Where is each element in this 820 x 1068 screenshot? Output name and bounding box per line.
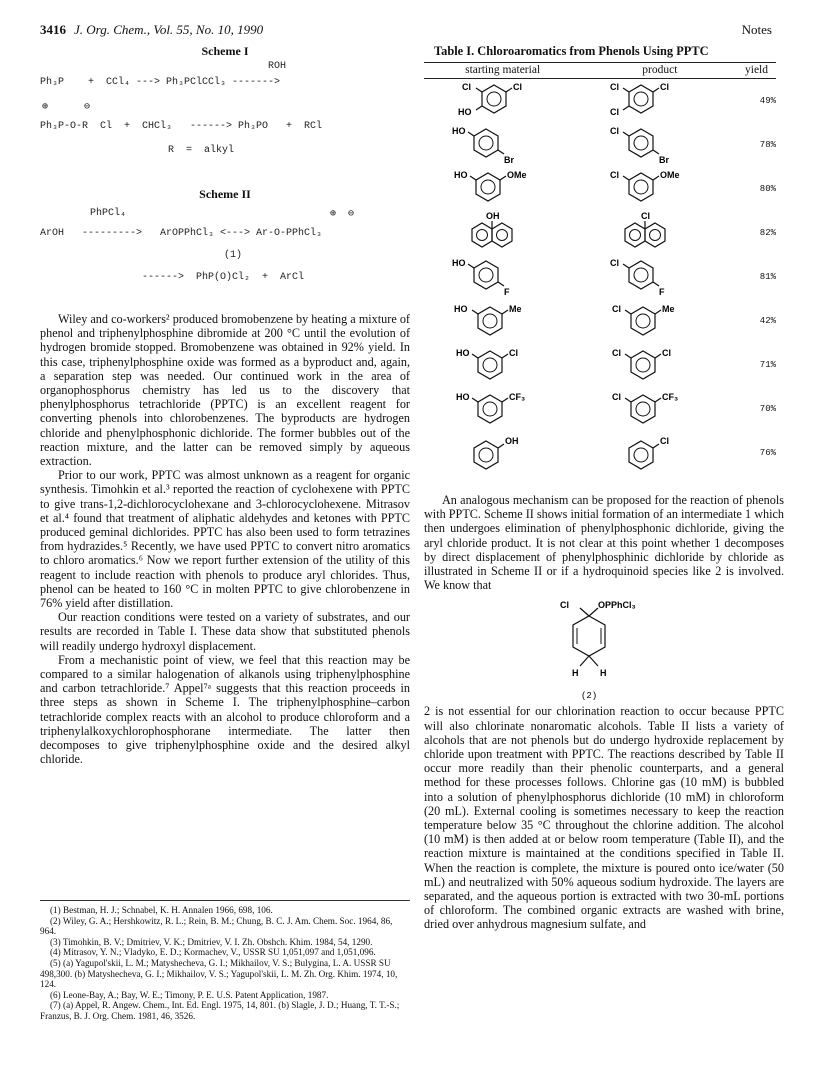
substituent-label: Cl [612, 304, 622, 314]
table-1-title: Table I. Chloroaromatics from Phenols Using PPTC [434, 44, 709, 58]
table-row [424, 123, 776, 167]
substituent-label: HO [456, 348, 470, 358]
yield-value: 82% [759, 228, 776, 238]
substituent-label: OMe [660, 170, 680, 180]
structure-2-group: OPPhCl₃ [598, 600, 636, 611]
footnotes [40, 900, 410, 1022]
molecule-drawing [581, 299, 711, 343]
section-label: Notes [741, 22, 772, 37]
substituent-label: Cl [509, 348, 518, 358]
substituent-label: Cl [610, 107, 620, 117]
molecule-drawing [581, 343, 711, 387]
table-row [424, 79, 776, 124]
substituent-label: Cl [610, 170, 620, 180]
substituent-label: Cl [610, 126, 620, 136]
molecule-drawing [424, 79, 554, 123]
molecule-drawing [424, 387, 554, 431]
reference-3: (3) Timohkin, B. V.; Dmitriev, V. K.; Dmitriev, V. I. Zh. Obshch. Khim. 1984, 54, 1290. [50, 936, 373, 947]
running-header [40, 22, 263, 38]
table-row [424, 167, 776, 211]
substituent-label: Cl [612, 392, 622, 402]
structure-product [581, 167, 738, 211]
molecule-drawing [581, 167, 711, 211]
molecule-drawing [424, 123, 554, 167]
scheme-1-r-definition: R = alkyl [168, 145, 235, 156]
paragraph-procedure: 2 is not essential for our chlorination reaction to occur because PPTC will also chlorinate nonaromatic alcohols. Table II lists a variety of alcohols that are not phenols but do undergo hydroxide replacement by chloride upon treatment with PPTC. The reactions described by Table II occur more readily than their phenolic counterparts, and a general method for these processes follows. Chlorine gas (10 mM) is bubbled into a solution of phenylphosphorus dichloride (10 mM) in chloroform (20 mL). External cooling is sometimes necessary to keep the reaction temperature below 35 °C throughout the chlorine addition. The alcohol (10 mM) is then added at or below room temperature (Table II), and the reaction mixture is maintained at the conditions specified in Table II. When the reaction is complete, the mixture is poured onto ice/water (50 mL) and neutralized with 50% aqueous sodium hydroxide. The layers are separated, and the aqueous portion is extracted with two 30-mL portions of chloroform. The combined organic extracts are washed with brine, dried over anhydrous magnesium sulfate, and [424, 704, 784, 932]
structure-product [581, 431, 738, 475]
scheme-2-step-1: ArOH ---------> ArOPPhCl₃ <---> Ar-O-PPhCl₃ [40, 228, 323, 239]
table-row [424, 431, 776, 475]
paragraph-1: Wiley and co-workers² produced bromobenzene by heating a mixture of phenol and triphenylphosphine dibromide at 200 °C until the evolution of hydrogen bromide stopped. Bromobenzene was obtained in 92% yield. In this case, triphenylphosphine oxide was formed as a byproduct and, again, a separation step was needed. Our continued work in the area of organophosphorus chemistry has led us to the discovery that phenylphosphorus tetrachloride (PPTC) is an excellent reagent for converting phenols into chlorobenzenes. The byproducts are hydrogen chloride and phenylphosphonic dichloride. The former bubbles out of the reaction mixture, and the latter can be removed simply by aqueous extraction. [40, 312, 410, 469]
structure-start [424, 123, 581, 167]
table-row [424, 387, 776, 431]
bond [580, 608, 589, 616]
substituent-label: HO [452, 126, 466, 136]
substituent-label: Cl [662, 348, 672, 358]
left-column [40, 44, 410, 1021]
cyclohexadiene-ring [573, 616, 605, 656]
structure-product [581, 211, 738, 255]
structure-2-label: (2) [581, 691, 598, 702]
table-header-product: product [581, 63, 738, 79]
yield-value: 42% [759, 316, 776, 326]
bond [589, 656, 598, 666]
substituent-label: HO [454, 304, 468, 314]
structure-start [424, 255, 581, 299]
structure-start [424, 167, 581, 211]
reference-7: (7) (a) Appel, R. Angew. Chem., Int. Ed. Engl. 1975, 14, 801. (b) Slagle, J. D.; Huang, T. T.-S.; Franzus, B. J. Org. Chem. 1981, 46, 3526. [40, 1000, 400, 1021]
scheme-1 [40, 59, 410, 187]
structure-product [581, 123, 738, 167]
paragraph-mechanism: An analogous mechanism can be proposed for the reaction of phenols with PPTC. Scheme II shows initial formation of an intermediate 1 which then undergoes elimination of phenylphosphonic dichloride, giving the aryl chloride product. It is not clear at this point whether 1 decomposes by direct displacement of phenylphosphinic dichloride by chloride as illustrated in Scheme II or if a hydroquinoid species like 2 is involved. We know that [424, 493, 784, 593]
structure-product [581, 79, 738, 124]
substituent-label: CF₃ [509, 392, 526, 402]
scheme-1-step-1: Ph₃P + CCl₄ ---> Ph₃PClCCl₃ -------> [40, 77, 281, 88]
substituent-label: Me [509, 304, 522, 314]
molecule-drawing [424, 167, 554, 211]
structure-product [581, 343, 738, 387]
table-row [424, 343, 776, 387]
substituent-label: F [504, 287, 510, 297]
structure-start [424, 211, 581, 255]
substituent-label: Cl [660, 436, 670, 446]
scheme-2-intermediate-label: (1) [224, 250, 243, 261]
right-column [424, 44, 784, 932]
substituent-label: Cl [641, 211, 651, 221]
substituent-label: CF₃ [662, 392, 679, 402]
yield-value: 70% [759, 404, 776, 414]
structure-start [424, 431, 581, 475]
scheme-2-step-2: ------> PhP(O)Cl₂ + ArCl [142, 272, 305, 283]
molecule-drawing [581, 255, 711, 299]
scheme-2-title: Scheme II [199, 187, 251, 201]
structure-2-figure [424, 594, 784, 704]
bond [580, 656, 589, 666]
substituent-label: Me [662, 304, 675, 314]
yield-value: 80% [759, 184, 776, 194]
substituent-label: HO [456, 392, 470, 402]
reference-2: (2) Wiley, G. A.; Hershkowitz, R. L.; Rein, B. M.; Chung, B. C. J. Am. Chem. Soc. 1964, 86, 964. [40, 915, 393, 937]
yield-value: 76% [759, 448, 776, 458]
table-row [424, 255, 776, 299]
molecule-drawing [581, 123, 711, 167]
substituent-label: Cl [513, 82, 522, 92]
substituent-label: OH [505, 436, 519, 446]
structure-2-cl: Cl [560, 600, 569, 611]
structure-2-h-left: H [572, 668, 579, 679]
scheme-2-charges: ⊕ ⊖ [330, 209, 355, 220]
yield-value: 81% [759, 272, 776, 282]
substituent-label: HO [458, 107, 472, 117]
substituent-label: Cl [610, 258, 620, 268]
molecule-drawing [424, 343, 554, 387]
molecule-drawing [581, 387, 711, 431]
table-header-yield: yield [739, 63, 777, 79]
structure-product [581, 387, 738, 431]
scheme-1-charges: ⊕ ⊖ [42, 102, 91, 113]
substituent-label: Cl [660, 82, 670, 92]
scheme-2-reagent: PhPCl₄ [90, 208, 127, 219]
substituent-label: HO [454, 170, 468, 180]
molecule-drawing [424, 431, 554, 475]
scheme-1-title: Scheme I [201, 44, 249, 58]
paragraph-4: From a mechanistic point of view, we feel that this reaction may be compared to a similar halogenation of alkanols using triphenylphosphine and carbon tetrachloride.⁷ Appel⁷ᵃ suggests that this reaction proceeds in three steps as shown in Scheme I. The triphenylphosphine–carbon tetrachloride complex reacts with an alcohol to produce chloroform and a triphenylalkoxychlorophosphorane intermediate. The latter then decomposes to give triphenylphosphine oxide and the desired alkyl chloride. [40, 652, 410, 767]
molecule-drawing [424, 255, 554, 299]
journal-citation: J. Org. Chem., Vol. 55, No. 10, 1990 [74, 22, 264, 37]
bond [589, 608, 598, 616]
substituent-label: Br [504, 155, 515, 165]
page-number: 3416 [40, 22, 66, 37]
substituent-label: Br [659, 155, 670, 165]
table-header-starting-material: starting material [424, 63, 581, 79]
structure-start [424, 79, 581, 124]
substituent-label: Cl [610, 82, 620, 92]
substituent-label: Cl [462, 82, 471, 92]
yield-value: 49% [759, 96, 776, 106]
table-row [424, 211, 776, 255]
structure-product [581, 299, 738, 343]
molecule-drawing [581, 431, 711, 475]
scheme-1-reagent-above: ROH [268, 61, 287, 72]
structure-start [424, 387, 581, 431]
structure-start [424, 299, 581, 343]
reference-5: (5) (a) Yagupol'skii, L. M.; Matyshecheva, G. I.; Mikhailov, V. S.; Bulygina, L. A. USSR SU 498,300. (b) Matyshecheva, G. I.; Mikhailov, V. S.; Yagupol'skii, L. M. Zh. Org. Khim. 1974, 10, 124. [40, 957, 398, 990]
structure-2-h-right: H [600, 668, 607, 679]
yield-value: 71% [759, 360, 776, 370]
molecule-drawing [581, 211, 711, 255]
table-1 [424, 62, 776, 475]
molecule-drawing [424, 299, 554, 343]
reference-6: (6) Leone-Bay, A.; Bay, W. E.; Timony, P. E. U.S. Patent Application, 1987. [50, 989, 329, 1000]
substituent-label: HO [452, 258, 466, 268]
substituent-label: F [659, 287, 665, 297]
structure-product [581, 255, 738, 299]
substituent-label: OH [486, 211, 500, 221]
reference-1: (1) Bestman, H. J.; Schnabel, K. H. Annalen 1966, 698, 106. [50, 905, 273, 915]
substituent-label: Cl [612, 348, 622, 358]
yield-value: 78% [759, 140, 776, 150]
molecule-drawing [424, 211, 554, 255]
paragraph-2: Prior to our work, PPTC was almost unknown as a reagent for organic synthesis. Timohkin et al.³ reported the reaction of cyclohexene with PPTC to give trans-1,2-dichlorocyclohexane and 3-chlorocyclohexene. Mitrasov et al.⁴ found that treatment of aliphatic aldehydes and ketones with PPTC produced geminal dichlorides. PPTC has also been used to form tetrazines from hydrazides.⁵ Recently, we have used PPTC to convert nitro aromatics to chloro aromatics.⁶ Now we report further extension of the utility of this reagent to include reaction with phenols to produce aryl chlorides. Thus, phenol can be heated to 160 °C in molten PPTC to give chlorobenzene in 76% yield after distillation. [40, 468, 410, 611]
substituent-label: OMe [507, 170, 527, 180]
reference-4: (4) Mitrasov, Y. N.; Vladyko, E. D.; Kormachev, V., USSR SU 1,051,097 and 1,051,096. [50, 947, 376, 958]
table-row [424, 299, 776, 343]
scheme-2 [40, 202, 410, 312]
paragraph-3: Our reaction conditions were tested on a variety of substrates, and our results are recorded in Table I. These data show that substituted phenols will readily undergo hydroxyl displacement. [40, 610, 410, 653]
molecule-drawing [581, 79, 711, 123]
scheme-1-step-2: Ph₃P-O-R Cl + CHCl₃ ------> Ph₃PO + RCl [40, 121, 323, 132]
structure-start [424, 343, 581, 387]
